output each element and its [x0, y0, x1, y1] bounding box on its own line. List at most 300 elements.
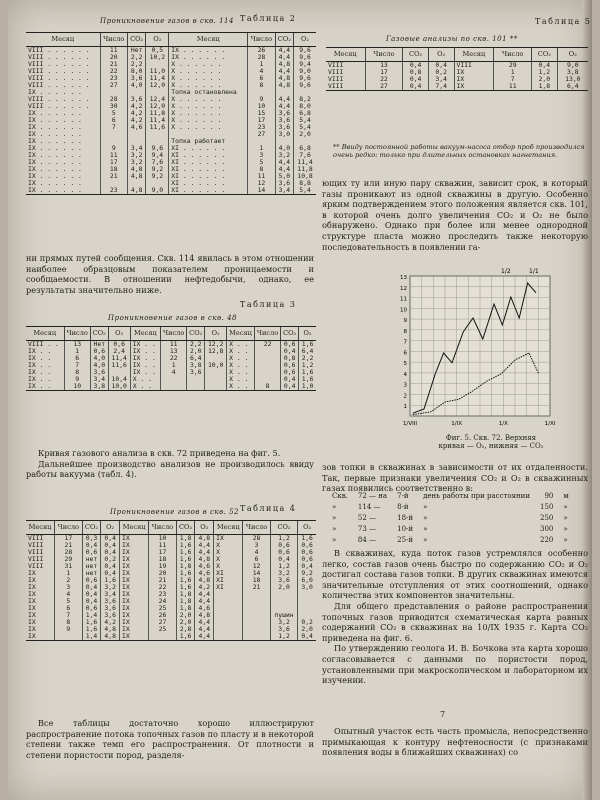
table-cell: 1,2 — [270, 633, 297, 641]
table-cell: IX — [120, 605, 149, 612]
column-header: Число — [365, 48, 403, 62]
table-cell: 23 — [149, 591, 177, 598]
paragraph: Дальнейшее производство анализов не производилось ввиду работы вакуума (табл. 4). — [26, 458, 314, 480]
table-cell: 150 — [540, 503, 554, 511]
y-tick-label: 4 — [403, 371, 407, 378]
table-cell: 4,4 — [275, 47, 294, 55]
table-cell — [100, 131, 127, 138]
table-cell: 0,6 — [270, 549, 297, 556]
column-header: CO₂ — [275, 33, 294, 47]
column-header: O₂ — [101, 521, 120, 535]
table-cell: 1,8 — [176, 563, 195, 570]
table-cell: 0,4 — [101, 563, 120, 570]
table-cell: » — [423, 525, 428, 533]
table-cell: 11,6 — [146, 124, 169, 131]
table-cell: IX — [120, 577, 149, 584]
table-cell: 18 — [243, 577, 271, 584]
table-cell: 4,4 — [195, 626, 214, 633]
table-cell: 1,6 — [299, 376, 316, 383]
table-cell: 6 — [100, 117, 127, 124]
column-header: CO₂ — [187, 327, 205, 341]
table-cell — [214, 626, 243, 633]
table-cell: 4 — [55, 591, 83, 598]
table2 — [26, 32, 316, 195]
table-cell: 0,4 — [298, 633, 316, 641]
table-row — [26, 355, 316, 362]
table-cell: 4,4 — [275, 96, 294, 103]
table-cell: 7 — [55, 612, 83, 619]
table-cell: 9,6 — [294, 75, 316, 82]
table-cell: VIII . . . . . . — [28, 74, 90, 82]
table-cell: 3,8 — [557, 69, 588, 76]
table-cell: VIII — [328, 61, 344, 69]
column-header: O₂ — [195, 521, 214, 535]
table-cell — [187, 383, 205, 391]
table-cell: 4,2 — [195, 584, 214, 591]
table-cell: 4,8 — [195, 556, 214, 563]
table-cell — [243, 612, 271, 619]
table-cell — [214, 612, 243, 619]
table-row — [26, 633, 316, 641]
table-cell: 3,6 — [101, 612, 120, 619]
y-tick-label: 8 — [403, 328, 407, 335]
table-cell: 10 — [149, 535, 177, 543]
table-cell: 4,8 — [127, 173, 146, 180]
table-cell: 28 — [248, 54, 275, 61]
y-tick-label: 11 — [400, 296, 407, 303]
table-cell: 2,0 — [270, 584, 297, 591]
table-cell: 8,0 — [127, 68, 146, 75]
right-column-text-3 — [322, 548, 588, 686]
table-cell: 1,4 — [82, 612, 101, 619]
table-cell: 3,4 — [127, 145, 146, 152]
table-cell: IX — [28, 576, 36, 584]
table-cell: 4,6 — [195, 605, 214, 612]
table-cell: 4,4 — [275, 166, 294, 173]
table-cell: IX — [454, 76, 494, 83]
table-cell: 12,4 — [146, 96, 169, 103]
table-cell: » — [563, 536, 568, 544]
table-cell: 9 — [64, 376, 90, 383]
table-cell: 21 — [149, 577, 177, 584]
table-cell: X . . . . . . — [169, 68, 248, 75]
table-cell: 10,2 — [146, 54, 169, 61]
table-cell: IX — [28, 611, 36, 619]
table-cell: 3,2 — [270, 619, 297, 626]
column-header: Месяц — [120, 521, 149, 535]
table-cell: X . . . . . . — [169, 124, 248, 131]
table-cell — [55, 633, 83, 641]
table-cell: IX . . . . . . — [28, 144, 82, 152]
x-tick-label: 1/VIII — [403, 421, 417, 427]
table-cell: 0,4 — [532, 62, 558, 70]
table-row — [26, 369, 316, 376]
table-cell: 25 — [149, 626, 177, 633]
table-cell: 10-й — [397, 525, 414, 533]
table-cell: нет — [82, 563, 101, 570]
table-cell: IX — [28, 583, 36, 591]
table-cell: 22 — [149, 584, 177, 591]
table-cell: 23 — [100, 187, 127, 195]
table-cell: 0,4 — [101, 570, 120, 577]
table-cell: 9,4 — [146, 152, 169, 159]
table-cell: 12 — [243, 563, 271, 570]
table-cell: IX . . . . . . — [28, 172, 82, 180]
table-cell — [214, 619, 243, 626]
table-cell: VIII . . . . . . — [28, 102, 90, 110]
table-cell: IX . . — [28, 354, 52, 362]
table-cell: 9,6 — [294, 82, 316, 89]
table-cell: 7 — [64, 362, 90, 369]
table-cell: нет — [82, 570, 101, 577]
table-cell: IX . . . . . . — [169, 47, 248, 55]
table4-caption: Проникновение газов в скв. 52 — [110, 508, 240, 516]
table-cell: IX — [120, 570, 149, 577]
table-cell: » — [332, 503, 337, 511]
figure-caption-line: Фиг. 5. Скв. 72. Верхняя — [445, 434, 537, 442]
table-cell: 25 — [149, 605, 177, 612]
table-row — [328, 503, 573, 512]
table-cell: 3,2 — [127, 152, 146, 159]
column-header: Месяц — [169, 33, 248, 47]
table-cell: 52 — — [357, 514, 377, 522]
table-cell: 4,4 — [275, 54, 294, 61]
table-cell: 0,6 — [298, 556, 316, 563]
table-row — [26, 362, 316, 369]
x-tick-label: 1/X — [498, 421, 508, 427]
table-cell: 4,8 — [101, 633, 120, 641]
table-row — [26, 376, 316, 383]
table-cell: 2,0 — [298, 626, 316, 633]
table-cell: IX — [120, 598, 149, 605]
table-cell: XI . . . . . . — [169, 180, 248, 187]
table-cell: VIII . . . . . . — [28, 46, 90, 54]
table-cell: 7 — [494, 76, 532, 83]
table-cell: IX — [120, 584, 149, 591]
table-cell: 11 — [248, 173, 275, 180]
table-cell — [214, 605, 243, 612]
table-cell — [146, 131, 169, 138]
table-cell: 11 — [149, 542, 177, 549]
table-cell: IX . . — [130, 341, 160, 349]
column-header: CO₂ — [176, 521, 195, 535]
table-cell: 1,8 — [532, 83, 558, 91]
table-cell: 12,8 — [205, 348, 227, 355]
table-cell: 30 — [100, 103, 127, 110]
table-cell — [205, 376, 227, 383]
table-cell: X . . — [227, 376, 255, 383]
table-cell: 31 — [55, 563, 83, 570]
table-cell: 0,5 — [146, 47, 169, 55]
table-cell: IX — [120, 626, 149, 633]
table-cell — [161, 383, 187, 391]
distance-grid — [326, 490, 575, 547]
table2-caption: Проникновение газов в скв. 114 — [100, 17, 234, 25]
table-cell: 5 — [100, 110, 127, 117]
column-header: CO₂ — [403, 48, 429, 62]
table-cell: 4,8 — [195, 577, 214, 584]
table-cell: 4,8 — [275, 61, 294, 68]
table-cell: 17 — [149, 549, 177, 556]
table-cell: 11,0 — [146, 68, 169, 75]
y-tick-label: 13 — [400, 275, 407, 281]
table-cell: X . . — [227, 369, 255, 376]
table-cell: VIII . . . . . . — [28, 60, 90, 68]
table-cell: 0,8 — [281, 355, 299, 362]
table3 — [26, 326, 316, 391]
table-cell: 23 — [248, 124, 275, 131]
table-cell: 1,8 — [176, 591, 195, 598]
table-cell — [205, 369, 227, 376]
column-header: CO₂ — [82, 521, 101, 535]
table-cell — [270, 598, 297, 605]
table-cell: VIII — [28, 555, 44, 563]
table-cell: X . . — [130, 376, 160, 383]
table-cell: 4,8 — [101, 626, 120, 633]
table-cell: IX — [120, 542, 149, 549]
table-cell: 3,6 — [270, 577, 297, 584]
table-cell: 3,4 — [101, 591, 120, 598]
table-cell: 7,6 — [294, 152, 316, 159]
table-cell: 1,6 — [82, 626, 101, 633]
column-header: O₂ — [557, 48, 588, 62]
y-tick-label: 5 — [403, 361, 407, 368]
table-cell: 0,6 — [298, 542, 316, 549]
column-header: O₂ — [294, 33, 316, 47]
page-number: 7 — [440, 710, 446, 719]
table-cell: 9 — [248, 96, 275, 103]
table-row — [328, 536, 573, 545]
column-header: CO₂ — [127, 33, 146, 47]
column-header: CO₂ — [90, 327, 108, 341]
table-cell: VIII . . . . . . — [28, 81, 90, 89]
table-cell: 0,4 — [82, 542, 101, 549]
table-cell: IX — [120, 563, 149, 570]
table4 — [26, 520, 316, 641]
table-cell — [298, 598, 316, 605]
table-cell: 12,0 — [146, 82, 169, 89]
table-row — [26, 383, 316, 391]
table-cell: IX . . . . . . — [28, 179, 82, 187]
table-cell: IX . . — [28, 368, 52, 376]
table-cell: 1,6 — [176, 584, 195, 591]
table-cell — [161, 376, 187, 383]
table-cell: 4,8 — [275, 75, 294, 82]
y-tick-label: 7 — [403, 339, 407, 346]
table-cell: 1,2 — [532, 69, 558, 76]
table-cell: 17 — [55, 535, 83, 543]
column-header: Число — [161, 327, 187, 341]
table-cell: 13 — [161, 348, 187, 355]
table-cell: 3,6 — [127, 75, 146, 82]
table-cell: 4,8 — [195, 612, 214, 619]
table-cell: VIII . . . . . . — [28, 67, 90, 75]
table-cell: 4 — [248, 68, 275, 75]
table-cell: 0,4 — [281, 383, 299, 391]
table-cell — [205, 383, 227, 391]
column-header: O₂ — [299, 327, 316, 341]
table-cell: 1,6 — [176, 577, 195, 584]
table-cell: 1,0 — [299, 383, 316, 391]
table-cell — [214, 598, 243, 605]
table-cell: 4,2 — [127, 110, 146, 117]
table-cell: 8 — [248, 82, 275, 89]
table-cell: 0,6 — [270, 542, 297, 549]
table-cell: 22 — [254, 341, 280, 349]
table-cell: 14 — [248, 187, 275, 195]
table-cell: 7,6 — [146, 159, 169, 166]
table-cell: X . . — [130, 383, 160, 391]
table-cell: 4,8 — [127, 166, 146, 173]
table-cell — [243, 619, 271, 626]
table-cell: 24 — [149, 598, 177, 605]
column-header: O₂ — [108, 327, 130, 341]
table-cell: 8 — [254, 383, 280, 391]
table-cell: 2,2 — [127, 61, 146, 68]
table-cell: » — [332, 536, 337, 544]
table-cell: 0,3 — [82, 535, 101, 543]
table-cell: VIII — [328, 68, 344, 76]
table-cell: VIII — [28, 562, 44, 570]
table-cell: VIII — [326, 83, 365, 91]
y-tick-label: 9 — [403, 318, 407, 325]
table-cell: 9,6 — [294, 54, 316, 61]
table-cell: 3,6 — [275, 110, 294, 117]
table-cell: 1,8 — [176, 598, 195, 605]
table-cell: 27 — [100, 82, 127, 89]
table-cell: 14 — [243, 570, 271, 577]
table-cell: 4,4 — [275, 68, 294, 75]
column-header: Число — [254, 327, 280, 341]
table-cell: 5,4 — [294, 117, 316, 124]
figure-5 — [380, 262, 560, 432]
column-header: Месяц — [26, 33, 100, 47]
table-cell: 1 — [494, 69, 532, 76]
table-cell: 1 — [55, 570, 83, 577]
table-cell: 0,4 — [82, 584, 101, 591]
table-cell: X . . . . . . — [169, 103, 248, 110]
table-cell: 4,2 — [127, 103, 146, 110]
table-cell: пушин — [270, 612, 297, 619]
table-cell: 8 — [64, 369, 90, 376]
table-cell: X . . . . . . — [169, 96, 248, 103]
table-row — [326, 83, 588, 91]
table-cell: 0,4 — [82, 591, 101, 598]
table-cell: IX . . . . . . — [28, 151, 82, 159]
figure-5-caption — [416, 434, 566, 450]
paragraph: Для общего представления о районе распространения топочных газов приводится схематическая карта равных содержаний CO₂ в скважинах на 10/IX 1935 г. Карта CO₂ приведена на фиг. 6. — [322, 600, 588, 643]
table-cell: 6,4 — [187, 355, 205, 362]
table-cell: 6 — [248, 75, 275, 82]
table-cell: X . . — [227, 383, 255, 391]
table-cell: 5,4 — [294, 187, 316, 195]
table-cell: » — [563, 503, 568, 511]
table-cell: 4,4 — [195, 591, 214, 598]
table-cell: 13 — [365, 62, 403, 70]
table-cell: X . . — [227, 362, 255, 369]
table-cell: 1,6 — [176, 549, 195, 556]
table-cell: 10,0 — [108, 383, 130, 391]
table-cell: Нет — [90, 341, 108, 349]
table-cell: 7,4 — [428, 83, 454, 91]
table-cell: 0,8 — [403, 69, 429, 76]
table-cell: 1,4 — [82, 633, 101, 641]
y-tick-label: 3 — [403, 382, 407, 389]
table-cell: 8,0 — [294, 103, 316, 110]
table-row — [328, 492, 573, 501]
table-cell: IX — [120, 556, 149, 563]
table-cell: 0,6 — [281, 362, 299, 369]
table-cell: XI — [214, 577, 243, 584]
table-cell: 1,2 — [270, 563, 297, 570]
table-cell: 1,6 — [176, 556, 195, 563]
table-cell — [254, 348, 280, 355]
table-cell: 0,4 — [403, 83, 429, 91]
table-cell: 18-й — [397, 514, 414, 522]
table-cell: 4,4 — [275, 159, 294, 166]
table-cell: 2,0 — [176, 612, 195, 619]
table-cell: 17 — [365, 69, 403, 76]
table-cell: XI — [214, 584, 243, 591]
table-cell: 21 — [100, 61, 127, 68]
table3-grid — [26, 326, 316, 391]
table-cell: IX — [28, 597, 36, 605]
table-cell: 3,6 — [275, 117, 294, 124]
table-cell: X . . . . . . — [169, 117, 248, 124]
table-cell: 4 — [243, 549, 271, 556]
table-cell: 11 — [100, 47, 127, 55]
table-cell: IX — [120, 549, 149, 556]
table-cell: 9 — [55, 626, 83, 633]
table-cell: 11 — [494, 83, 532, 91]
x-tick-label: 1/IX — [451, 421, 463, 427]
table-cell: 2,2 — [127, 54, 146, 61]
table-cell: IX . . . . . . — [28, 109, 82, 117]
table-cell: 4 — [161, 369, 187, 376]
table-cell: 3,8 — [90, 383, 108, 391]
table-cell: 15 — [248, 110, 275, 117]
table-cell: 20 — [100, 54, 127, 61]
table-cell: 4,0 — [127, 82, 146, 89]
table5-label: Таблица 5 — [535, 17, 592, 26]
table-cell: 21 — [243, 584, 271, 591]
table-cell: 11 — [161, 341, 187, 349]
table-cell: 28 — [100, 96, 127, 103]
table-cell: 0,4 — [403, 76, 429, 83]
table-cell: 6 — [55, 605, 83, 612]
table-cell: 27 — [149, 619, 177, 626]
table-cell: 3,4 — [275, 187, 294, 195]
table-cell: 10,8 — [294, 173, 316, 180]
table-cell: 29 — [494, 62, 532, 70]
table-cell: 1,6 — [299, 369, 316, 376]
column-header: O₂ — [146, 33, 169, 47]
column-header: Месяц — [214, 521, 243, 535]
table-cell: » — [423, 536, 428, 544]
table-cell: X . . . . . . — [169, 110, 248, 117]
table-cell: 2,0 — [294, 131, 316, 138]
table-cell: Нет — [127, 47, 146, 55]
right-column-text-1 — [322, 178, 588, 252]
table-cell: 9,2 — [146, 173, 169, 180]
table-cell: X . . . . . . — [169, 61, 248, 68]
table-cell: 3,6 — [275, 124, 294, 131]
table-cell: 0,4 — [298, 563, 316, 570]
table-cell: 2,2 — [299, 355, 316, 362]
table-cell: 0,2 — [298, 619, 316, 626]
table-cell: VIII . . . . . . — [28, 53, 90, 61]
table-cell: 8,2 — [294, 96, 316, 103]
